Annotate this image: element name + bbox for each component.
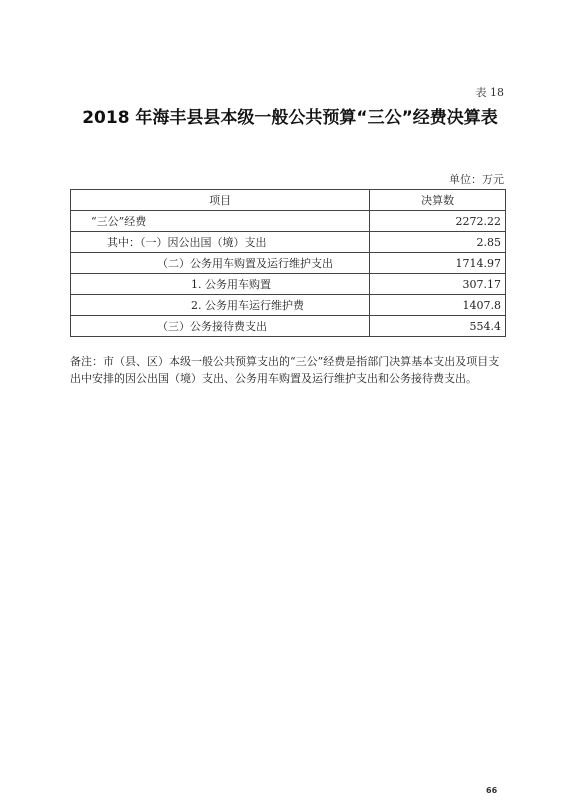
row-value: 554.4 — [370, 316, 506, 337]
row-item-label: 1. 公务用车购置 — [71, 274, 370, 295]
column-header-value: 决算数 — [370, 190, 506, 211]
expense-table — [70, 189, 506, 337]
row-item-label: 2. 公务用车运行维护费 — [71, 295, 370, 316]
table-row — [71, 274, 506, 295]
row-value: 2.85 — [370, 232, 506, 253]
table-header-row — [71, 190, 506, 211]
row-item-label: （二）公务用车购置及运行维护支出 — [71, 253, 370, 274]
unit-label: 单位：万元 — [449, 173, 504, 186]
table-row — [71, 232, 506, 253]
row-value: 2272.22 — [370, 211, 506, 232]
table-row — [71, 253, 506, 274]
table-row — [71, 295, 506, 316]
document-title: 2018 年海丰县县本级一般公共预算“三公”经费决算表 — [82, 108, 498, 128]
row-value: 1407.8 — [370, 295, 506, 316]
table-row — [71, 316, 506, 337]
footnote: 备注：市（县、区）本级一般公共预算支出的“三公”经费是指部门决算基本支出及项目支出中安排的因公出国（境）支出、公务用车购置及运行维护支出和公务接待费支出。 — [70, 355, 500, 385]
row-value: 307.17 — [370, 274, 506, 295]
row-item-label: “三公”经费 — [71, 211, 370, 232]
row-item-label: （三）公务接待费支出 — [71, 316, 370, 337]
table-number-label: 表 18 — [475, 86, 504, 99]
column-header-item: 项目 — [71, 190, 370, 211]
row-value: 1714.97 — [370, 253, 506, 274]
table-row — [71, 211, 506, 232]
page-number: 66 — [486, 786, 498, 795]
row-item-label: 其中：（一）因公出国（境）支出 — [71, 232, 370, 253]
